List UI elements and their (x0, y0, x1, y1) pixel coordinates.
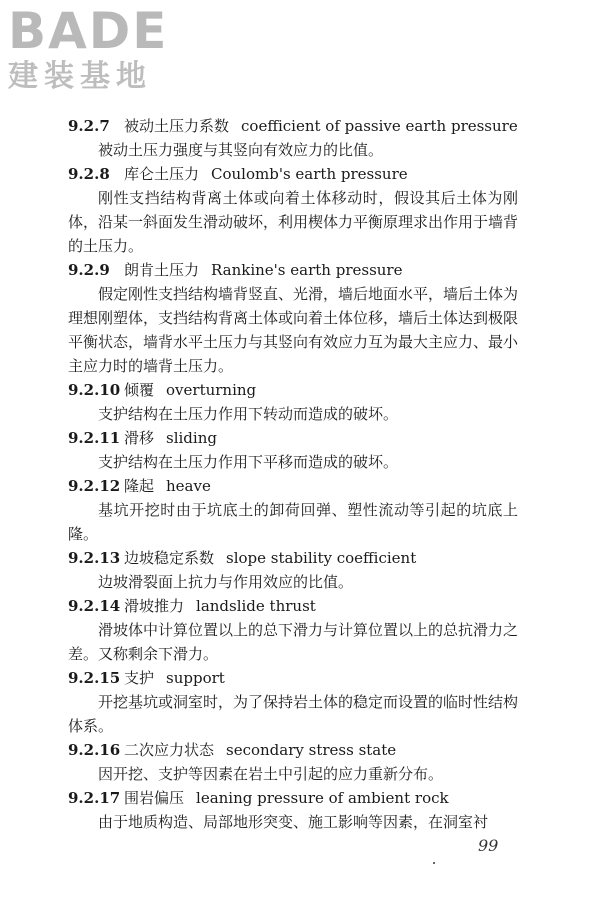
entry-number: 9.2.9 (68, 261, 110, 279)
entry-definition: 基坑开挖时由于坑底土的卸荷回弹、塑性流动等引起的坑底上隆。 (68, 501, 518, 543)
entry-number: 9.2.16 (68, 741, 121, 759)
entry-number: 9.2.11 (68, 429, 121, 447)
term-english: heave (166, 477, 211, 495)
entry-definition: 因开挖、支护等因素在岩土中引起的应力重新分布。 (98, 765, 444, 783)
entry-heading (68, 378, 518, 402)
entry-heading (68, 162, 518, 186)
glossary-entry (68, 426, 518, 474)
glossary-entry (68, 258, 518, 378)
term-chinese: 被动土压力系数 (124, 117, 230, 135)
entry-number: 9.2.15 (68, 669, 121, 687)
entry-heading (68, 594, 518, 618)
glossary-entry (68, 114, 518, 162)
term-english: Coulomb's earth pressure (211, 165, 408, 183)
term-english: landslide thrust (196, 597, 316, 615)
term-chinese: 围岩偏压 (124, 789, 185, 807)
entry-number: 9.2.13 (68, 549, 121, 567)
glossary-entry (68, 546, 518, 594)
entry-number: 9.2.17 (68, 789, 121, 807)
term-chinese: 倾覆 (124, 381, 155, 399)
logo-subtitle: 建装基地 (8, 59, 152, 94)
entry-heading (68, 786, 518, 810)
print-speck (433, 862, 435, 864)
term-english: overturning (166, 381, 257, 399)
logo-brand-text: BADE (8, 2, 169, 60)
entry-definition: 由于地质构造、局部地形突变、施工影响等因素，在洞室衬 (98, 813, 489, 831)
term-chinese: 滑坡推力 (124, 597, 185, 615)
term-english: support (166, 669, 225, 687)
entry-heading (68, 666, 518, 690)
entry-definition: 开挖基坑或洞室时，为了保持岩土体的稳定而设置的临时性结构体系。 (68, 693, 519, 735)
entry-definition: 假定刚性支挡结构墙背竖直、光滑，墙后地面水平，墙后土体为理想刚塑体，支挡结构背离土体或向着土体位移，墙后土体达到极限平衡状态，墙背水平土压力与其竖向有效应力互为最大主应力、最小主应力时的墙背土压力。 (68, 285, 519, 375)
entry-definition: 刚性支挡结构背离土体或向着土体移动时，假设其后土体为刚体，沿某一斜面发生滑动破坏，利用楔体力平衡原理求出作用于墙背的土压力。 (68, 189, 519, 255)
glossary-entry (68, 378, 518, 426)
entry-definition: 支护结构在土压力作用下转动而造成的破坏。 (98, 405, 399, 423)
entry-heading (68, 546, 518, 570)
entry-number: 9.2.14 (68, 597, 121, 615)
term-chinese: 库仑土压力 (124, 165, 200, 183)
term-english: slope stability coefficient (226, 549, 417, 567)
entry-definition: 被动土压力强度与其竖向有效应力的比值。 (98, 141, 384, 159)
entry-heading (68, 114, 518, 138)
term-english: coefficient of passive earth pressure (241, 117, 518, 135)
page-number: 99 (478, 836, 499, 855)
entry-heading (68, 426, 518, 450)
glossary-entry (68, 666, 518, 738)
entry-heading (68, 258, 518, 282)
term-english: Rankine's earth pressure (211, 261, 403, 279)
entry-definition: 边坡滑裂面上抗力与作用效应的比值。 (98, 573, 354, 591)
term-chinese: 滑移 (124, 429, 155, 447)
term-chinese: 隆起 (124, 477, 155, 495)
glossary-content (68, 114, 518, 834)
entry-number: 9.2.8 (68, 165, 110, 183)
entry-definition: 支护结构在土压力作用下平移而造成的破坏。 (98, 453, 399, 471)
entry-heading (68, 474, 518, 498)
term-chinese: 支护 (124, 669, 155, 687)
term-english: secondary stress state (226, 741, 397, 759)
entry-definition: 滑坡体中计算位置以上的总下滑力与计算位置以上的总抗滑力之差。又称剩余下滑力。 (68, 621, 519, 663)
glossary-entry (68, 474, 518, 546)
glossary-entry (68, 162, 518, 258)
term-chinese: 二次应力状态 (124, 741, 215, 759)
entry-number: 9.2.12 (68, 477, 121, 495)
brand-logo (8, 4, 168, 94)
glossary-entry (68, 594, 518, 666)
term-chinese: 朗肯土压力 (124, 261, 200, 279)
entry-number: 9.2.7 (68, 117, 110, 135)
entry-heading (68, 738, 518, 762)
glossary-entry (68, 786, 518, 834)
glossary-entry (68, 738, 518, 786)
entry-number: 9.2.10 (68, 381, 121, 399)
term-english: sliding (166, 429, 217, 447)
term-chinese: 边坡稳定系数 (124, 549, 215, 567)
term-english: leaning pressure of ambient rock (196, 789, 449, 807)
